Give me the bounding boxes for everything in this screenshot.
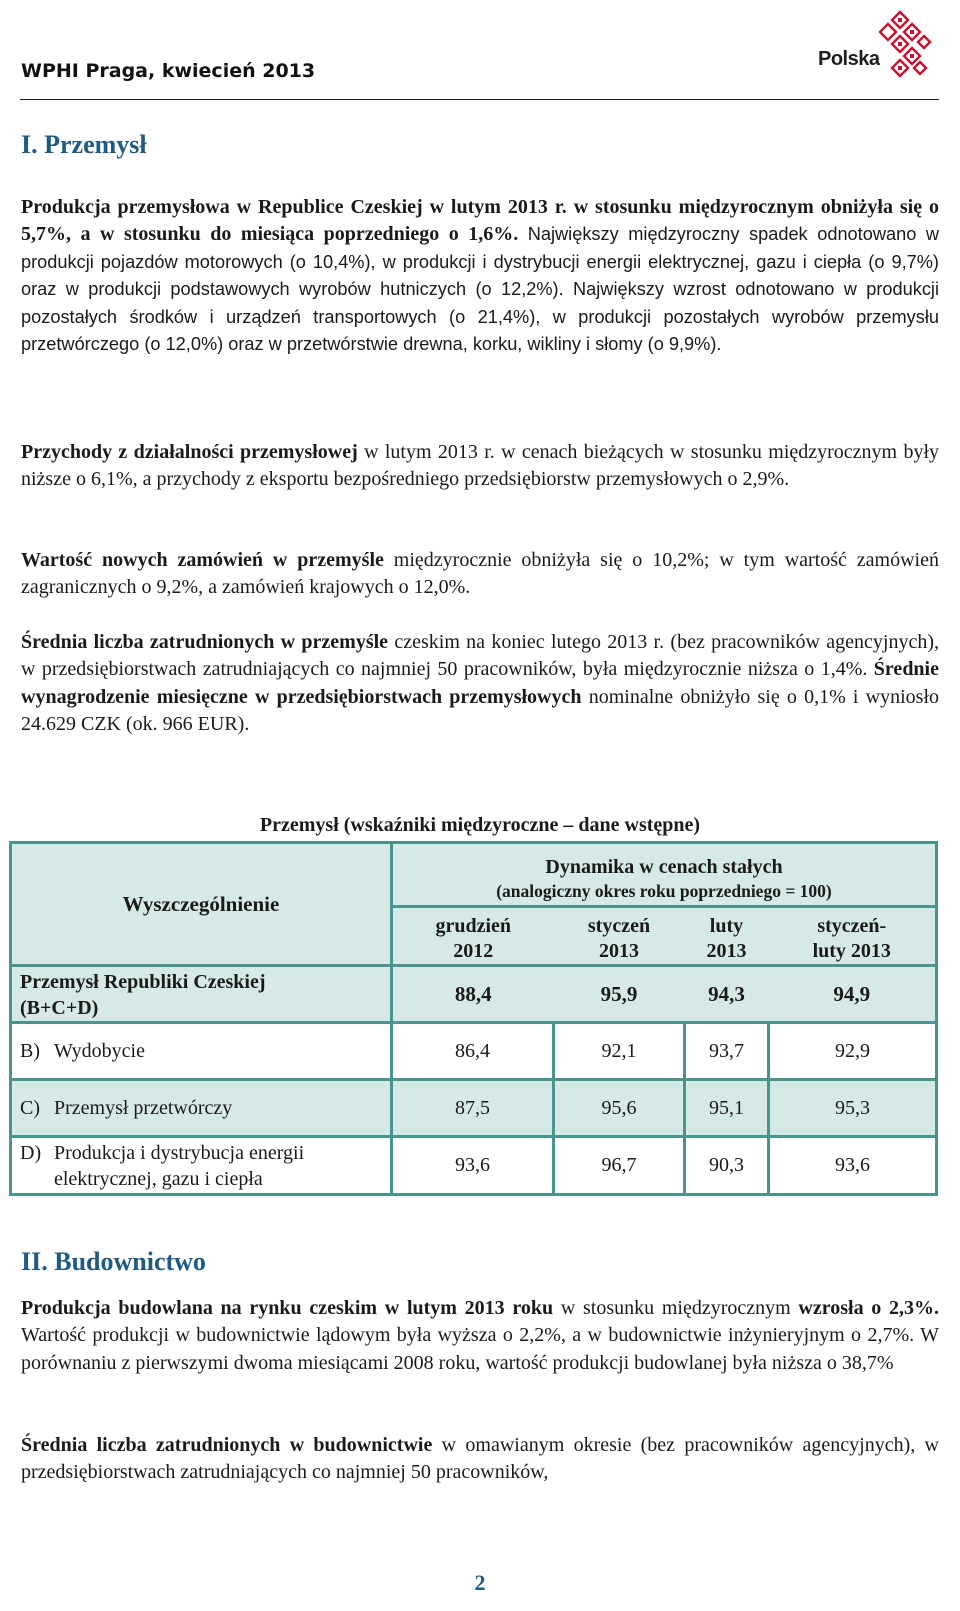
paragraph-construction-body2: Wartość produkcji w budownictwie lądowym była wyższa o 2,2%, a w budownictwie inżynieryjnym o 2,7%. W porównaniu z pierwszymi dwoma miesiącami 2008 roku, wartość produkcji budowlanej była niższa o 38,7% <box>21 1324 939 1374</box>
table-row-total <box>11 966 937 1023</box>
table-cell-value: 90,3 <box>684 1137 768 1195</box>
paragraph-construction <box>21 1295 939 1377</box>
industry-indicators-table <box>9 841 938 1196</box>
row-label: C) Przemysł przetwórczy <box>11 1080 392 1137</box>
paragraph-orders-body: międzyrocznie obniżyła się o 10,2%; w tym wartość zamówień zagranicznych o 9,2%, a zamówień krajowych o 12,0%. <box>21 549 939 599</box>
paragraph-production-body: Największy międzyroczny spadek odnotowano w produkcji pojazdów motorowych (o 10,4%), w produkcji i dystrybucji energii elektrycznej, gazu i ciepła (o 9,7%) oraz w produkcji podstawowych wyrobów hutniczych (o 12,2%). Największy wzrost odnotowano w produkcji pozostałych środków i urządzeń transportowych (o 21,4%), w produkcji pozostałych wyrobów przemysłu przetwórczego (o 12,0%) oraz w przetwórstwie drewna, korku, wikliny i słomy (o 9,9%). <box>21 224 940 355</box>
column-group-subtitle: (analogiczny okres roku poprzedniego = 100) <box>496 880 832 901</box>
polska-logo <box>818 8 938 96</box>
paragraph-construction-growth: wzrosła o 2,3%. <box>798 1297 940 1319</box>
paragraph-construction-employment <box>21 1432 939 1487</box>
table-row <box>11 1023 937 1080</box>
table-cell-value: 94,9 <box>769 966 937 1023</box>
table-cell-value: 88,4 <box>392 966 554 1023</box>
table-cell-value: 95,6 <box>554 1080 685 1137</box>
table-cell-value: 93,6 <box>769 1137 937 1195</box>
section-heading-budownictwo: II. Budownictwo <box>21 1247 206 1276</box>
paragraph-wages-lead: Średnie wynagrodzenie miesięczne w przedsiębiorstwach przemysłowych <box>21 658 939 708</box>
header-divider <box>20 99 939 100</box>
column-group-header <box>392 843 937 907</box>
paragraph-construction-body1: w stosunku międzyrocznym <box>560 1297 791 1319</box>
paragraph-production-lead: Produkcja przemysłowa w Republice Czeskiej w lutym 2013 r. w stosunku międzyrocznym obniżyła się o 5,7%, a w stosunku do miesiąca poprzedniego o 1,6%. <box>21 196 939 246</box>
table-cell-value: 94,3 <box>684 966 768 1023</box>
paragraph-employment-lead: Średnia liczba zatrudnionych w przemyśle <box>21 631 389 653</box>
paragraph-revenue <box>21 439 939 494</box>
column-header-month: styczeń- luty 2013 <box>769 907 937 966</box>
paragraph-construction-employment-lead: Średnia liczba zatrudnionych w budownictwie <box>21 1434 433 1456</box>
column-header-month: styczeń 2013 <box>554 907 685 966</box>
row-label: B) Wydobycie <box>11 1023 392 1080</box>
table-cell-value: 95,3 <box>769 1080 937 1137</box>
row-label: D) Produkcja i dystrybucja energii elektrycznej, gazu i ciepła <box>11 1137 392 1195</box>
paragraph-production <box>21 194 939 358</box>
polska-logo-mark-icon <box>868 8 932 82</box>
table-cell-value: 96,7 <box>554 1137 685 1195</box>
table-cell-value: 93,6 <box>392 1137 554 1195</box>
paragraph-orders <box>21 547 939 602</box>
paragraph-wages-body: nominalne obniżyło się o 0,1% i wyniosło 24.629 CZK (ok. 966 EUR). <box>21 685 940 736</box>
table-cell-value: 95,9 <box>554 966 685 1023</box>
paragraph-construction-lead: Produkcja budowlana na rynku czeskim w lutym 2013 roku <box>21 1297 554 1319</box>
row-label: Przemysł Republiki Czeskiej (B+C+D) <box>11 966 392 1023</box>
paragraph-orders-lead: Wartość nowych zamówień w przemyśle <box>21 549 384 571</box>
column-header-month: grudzień 2012 <box>392 907 554 966</box>
table-cell-value: 87,5 <box>392 1080 554 1137</box>
page-number: 2 <box>474 1570 486 1595</box>
paragraph-revenue-lead: Przychody z działalności przemysłowej <box>21 441 358 463</box>
table-cell-value: 92,9 <box>769 1023 937 1080</box>
document-header-title: WPHI Praga, kwiecień 2013 <box>21 60 316 82</box>
paragraph-construction-employment-body: w omawianym okresie (bez pracowników agencyjnych), w przedsiębiorstwach zatrudniających co najmniej 50 pracowników, <box>21 1434 939 1484</box>
paragraph-employment-body: czeskim na koniec lutego 2013 r. (bez pracowników agencyjnych), w przedsiębiorstwach zatrudniających co najmniej 50 pracowników, była międzyrocznie niższa o 1,4%. <box>21 631 940 681</box>
column-header-label: Wyszczególnienie <box>11 843 392 966</box>
table-cell-value: 93,7 <box>684 1023 768 1080</box>
table-row <box>11 1080 937 1137</box>
table-caption: Przemysł (wskaźniki międzyroczne – dane wstępne) <box>259 814 701 836</box>
column-group-title: Dynamika w cenach stałych <box>545 855 783 878</box>
logo-text: Polska <box>818 48 880 70</box>
table-cell-value: 86,4 <box>392 1023 554 1080</box>
table-cell-value: 95,1 <box>684 1080 768 1137</box>
section-heading-przemysl: I. Przemysł <box>21 130 147 159</box>
table-row <box>11 1137 937 1195</box>
column-header-month: luty 2013 <box>684 907 768 966</box>
paragraph-revenue-body: w lutym 2013 r. w cenach bieżących w stosunku międzyrocznym były niższe o 6,1%, a przychody z eksportu bezpośredniego przedsiębiorstw przemysłowych o 2,9%. <box>21 441 939 491</box>
paragraph-employment <box>21 629 939 739</box>
table-cell-value: 92,1 <box>554 1023 685 1080</box>
